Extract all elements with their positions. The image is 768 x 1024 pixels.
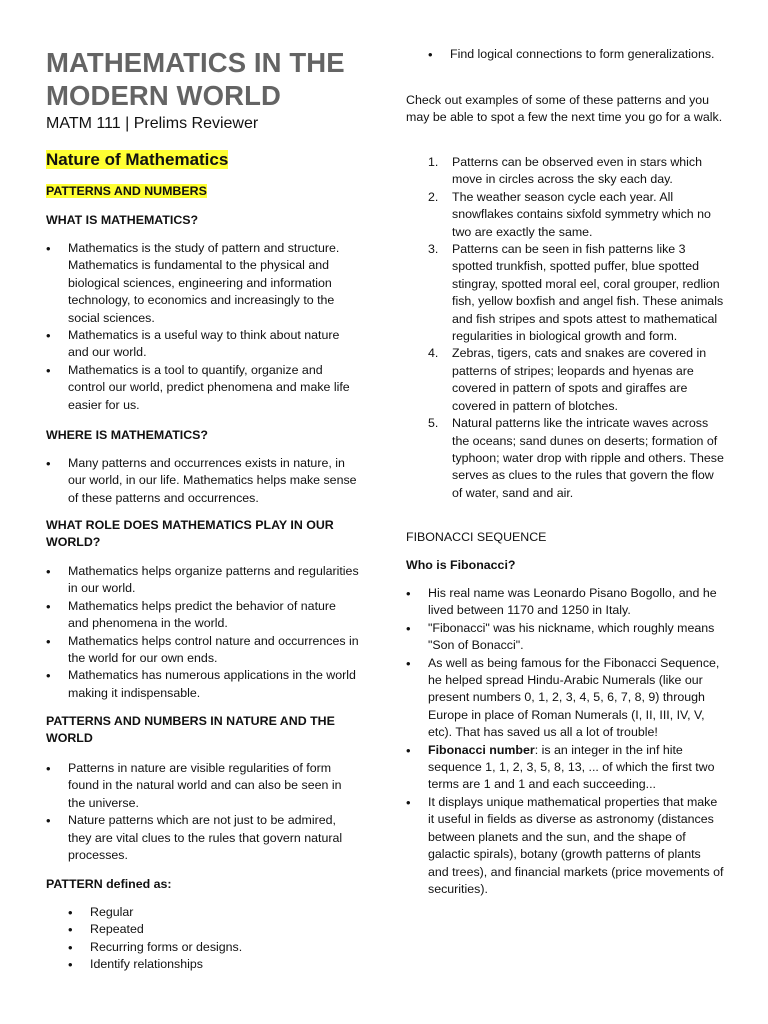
nature-heading-text: Nature of Mathematics [46, 150, 229, 169]
patterns-numbers-text: PATTERNS AND NUMBERS [46, 184, 207, 198]
heading-role: WHAT ROLE DOES MATHEMATICS PLAY IN OUR WORLD? [46, 518, 334, 550]
list-item: • Repeated [68, 921, 358, 938]
list-item-text: Zebras, tigers, cats and snakes are covered in patterns of stripes; leopards and hyenas are covered in pattern of spots and giraffes are covered in pattern of blotches. [452, 346, 707, 413]
where-is-list [46, 455, 360, 507]
section-heading-nature [46, 149, 228, 171]
role-list [46, 563, 360, 702]
document-subtitle: MATM 111 | Prelims Reviewer [46, 115, 259, 132]
list-item: • Mathematics is the study of pattern and structure. Mathematics is fundamental to the physical and biological sciences, engineering and information technology, to economics and increasingly to the social sciences. [46, 240, 360, 327]
fibonacci-number-label: Fibonacci number [428, 742, 535, 757]
document-title [46, 46, 345, 112]
list-item [406, 345, 724, 415]
examples-list [406, 154, 724, 502]
heading-fibonacci-sequence: FIBONACCI SEQUENCE [406, 530, 547, 544]
list-number: 4. [428, 346, 439, 361]
fibonacci-number-text: : is an integer in the inf hite sequence 1, 1, 2, 3, 5, 8, 13, ... of which the first two terms are 1 and 1 and each succeeding... [428, 742, 715, 792]
list-item [406, 241, 724, 345]
list-item: • Find logical connections to form generalizations. [428, 46, 718, 63]
list-item: • Mathematics is a tool to quantify, organize and control our world, predict phenomena and make life easier for us. [46, 362, 360, 414]
list-number: 1. [428, 155, 439, 169]
list-item: • Mathematics helps organize patterns and regularities in our world. [46, 563, 360, 598]
list-item: • His real name was Leonardo Pisano Bogollo, and he lived between 1170 and 1250 in Italy. [406, 585, 724, 620]
patterns-nature-list [46, 760, 360, 864]
list-item: • Nature patterns which are not just to be admired, they are vital clues to the rules that govern natural processes. [46, 812, 360, 864]
list-item: • Mathematics is a useful way to think about nature and our world. [46, 327, 360, 362]
heading-where-is-math: WHERE IS MATHEMATICS? [46, 428, 208, 442]
list-item: • Mathematics helps predict the behavior of nature and phenomena in the world. [46, 598, 360, 633]
title-line-2: MODERN WORLD [46, 80, 281, 111]
list-number: 2. [428, 189, 439, 204]
examples-intro: Check out examples of some of these patterns and you may be able to spot a few the next time you go for a walk. [406, 93, 723, 125]
list-item-text: Patterns can be seen in fish patterns like 3 spotted trunkfish, spotted puffer, blue spotted stingray, spotted moral eel, coral grouper, redlion fish, yellow boxfish and angel fish. These animals and fish stripes and spots attest to mathematical regularities in biological growth and form. [452, 242, 724, 344]
pattern-defined-list-continued [428, 46, 718, 63]
heading-pattern-defined: PATTERN defined as: [46, 877, 172, 891]
fibonacci-list [406, 585, 724, 898]
what-is-list [46, 240, 360, 414]
list-item: • Regular [68, 904, 358, 921]
title-line-1: MATHEMATICS IN THE [46, 47, 345, 78]
list-item: • Patterns in nature are visible regularities of form found in the natural world and can also be seen in the universe. [46, 760, 360, 812]
list-item: • "Fibonacci" was his nickname, which roughly means "Son of Bonacci". [406, 620, 724, 655]
list-item: • Mathematics helps control nature and occurrences in the world for our own ends. [46, 633, 360, 668]
heading-what-is-math: WHAT IS MATHEMATICS? [46, 213, 199, 227]
list-number: 3. [428, 242, 439, 257]
list-item: • As well as being famous for the Fibonacci Sequence, he helped spread Hindu-Arabic Numerals (like our present numbers 0, 1, 2, 3, 4, 5, 6, 7, 8, 9) through Europe in place of Roman Numerals (I, II, III, IV, V, etc). That has saved us all a lot of trouble! [406, 655, 724, 742]
list-item: • Recurring forms or designs. [68, 939, 358, 956]
heading-who-is-fibonacci: Who is Fibonacci? [406, 558, 516, 572]
list-item [406, 742, 724, 794]
list-item: • Mathematics has numerous applications in the world making it indispensable. [46, 667, 360, 702]
list-item-text: The weather season cycle each year. All snowflakes contains sixfold symmetry which no two are exactly the same. [452, 189, 711, 239]
list-item: • Many patterns and occurrences exists in nature, in our world, in our life. Mathematics helps make sense of these patterns and occurrences. [46, 455, 360, 507]
list-item-text: Natural patterns like the intricate waves across the oceans; sand dunes on deserts; formation of typhoon; water drop with ripple and others. These serves as clues to the rules that govern the flow of water, sand and air. [452, 416, 724, 500]
list-item: • Identify relationships [68, 956, 358, 973]
list-item-text: Patterns can be observed even in stars which move in circles across the sky each day. [452, 155, 703, 187]
heading-patterns-nature: PATTERNS AND NUMBERS IN NATURE AND THE WORLD [46, 714, 335, 746]
list-item [406, 415, 724, 502]
list-item [406, 154, 724, 189]
heading-patterns-numbers [46, 183, 207, 200]
list-item [406, 189, 724, 241]
list-number: 5. [428, 416, 439, 431]
list-item: • It displays unique mathematical properties that make it useful in fields as diverse as astronomy (distances between planets and the sun, and the shape of galactic spirals), botany (growth patterns of plants and trees), and financial markets (price movements of securities). [406, 794, 724, 898]
pattern-defined-list [68, 904, 358, 974]
